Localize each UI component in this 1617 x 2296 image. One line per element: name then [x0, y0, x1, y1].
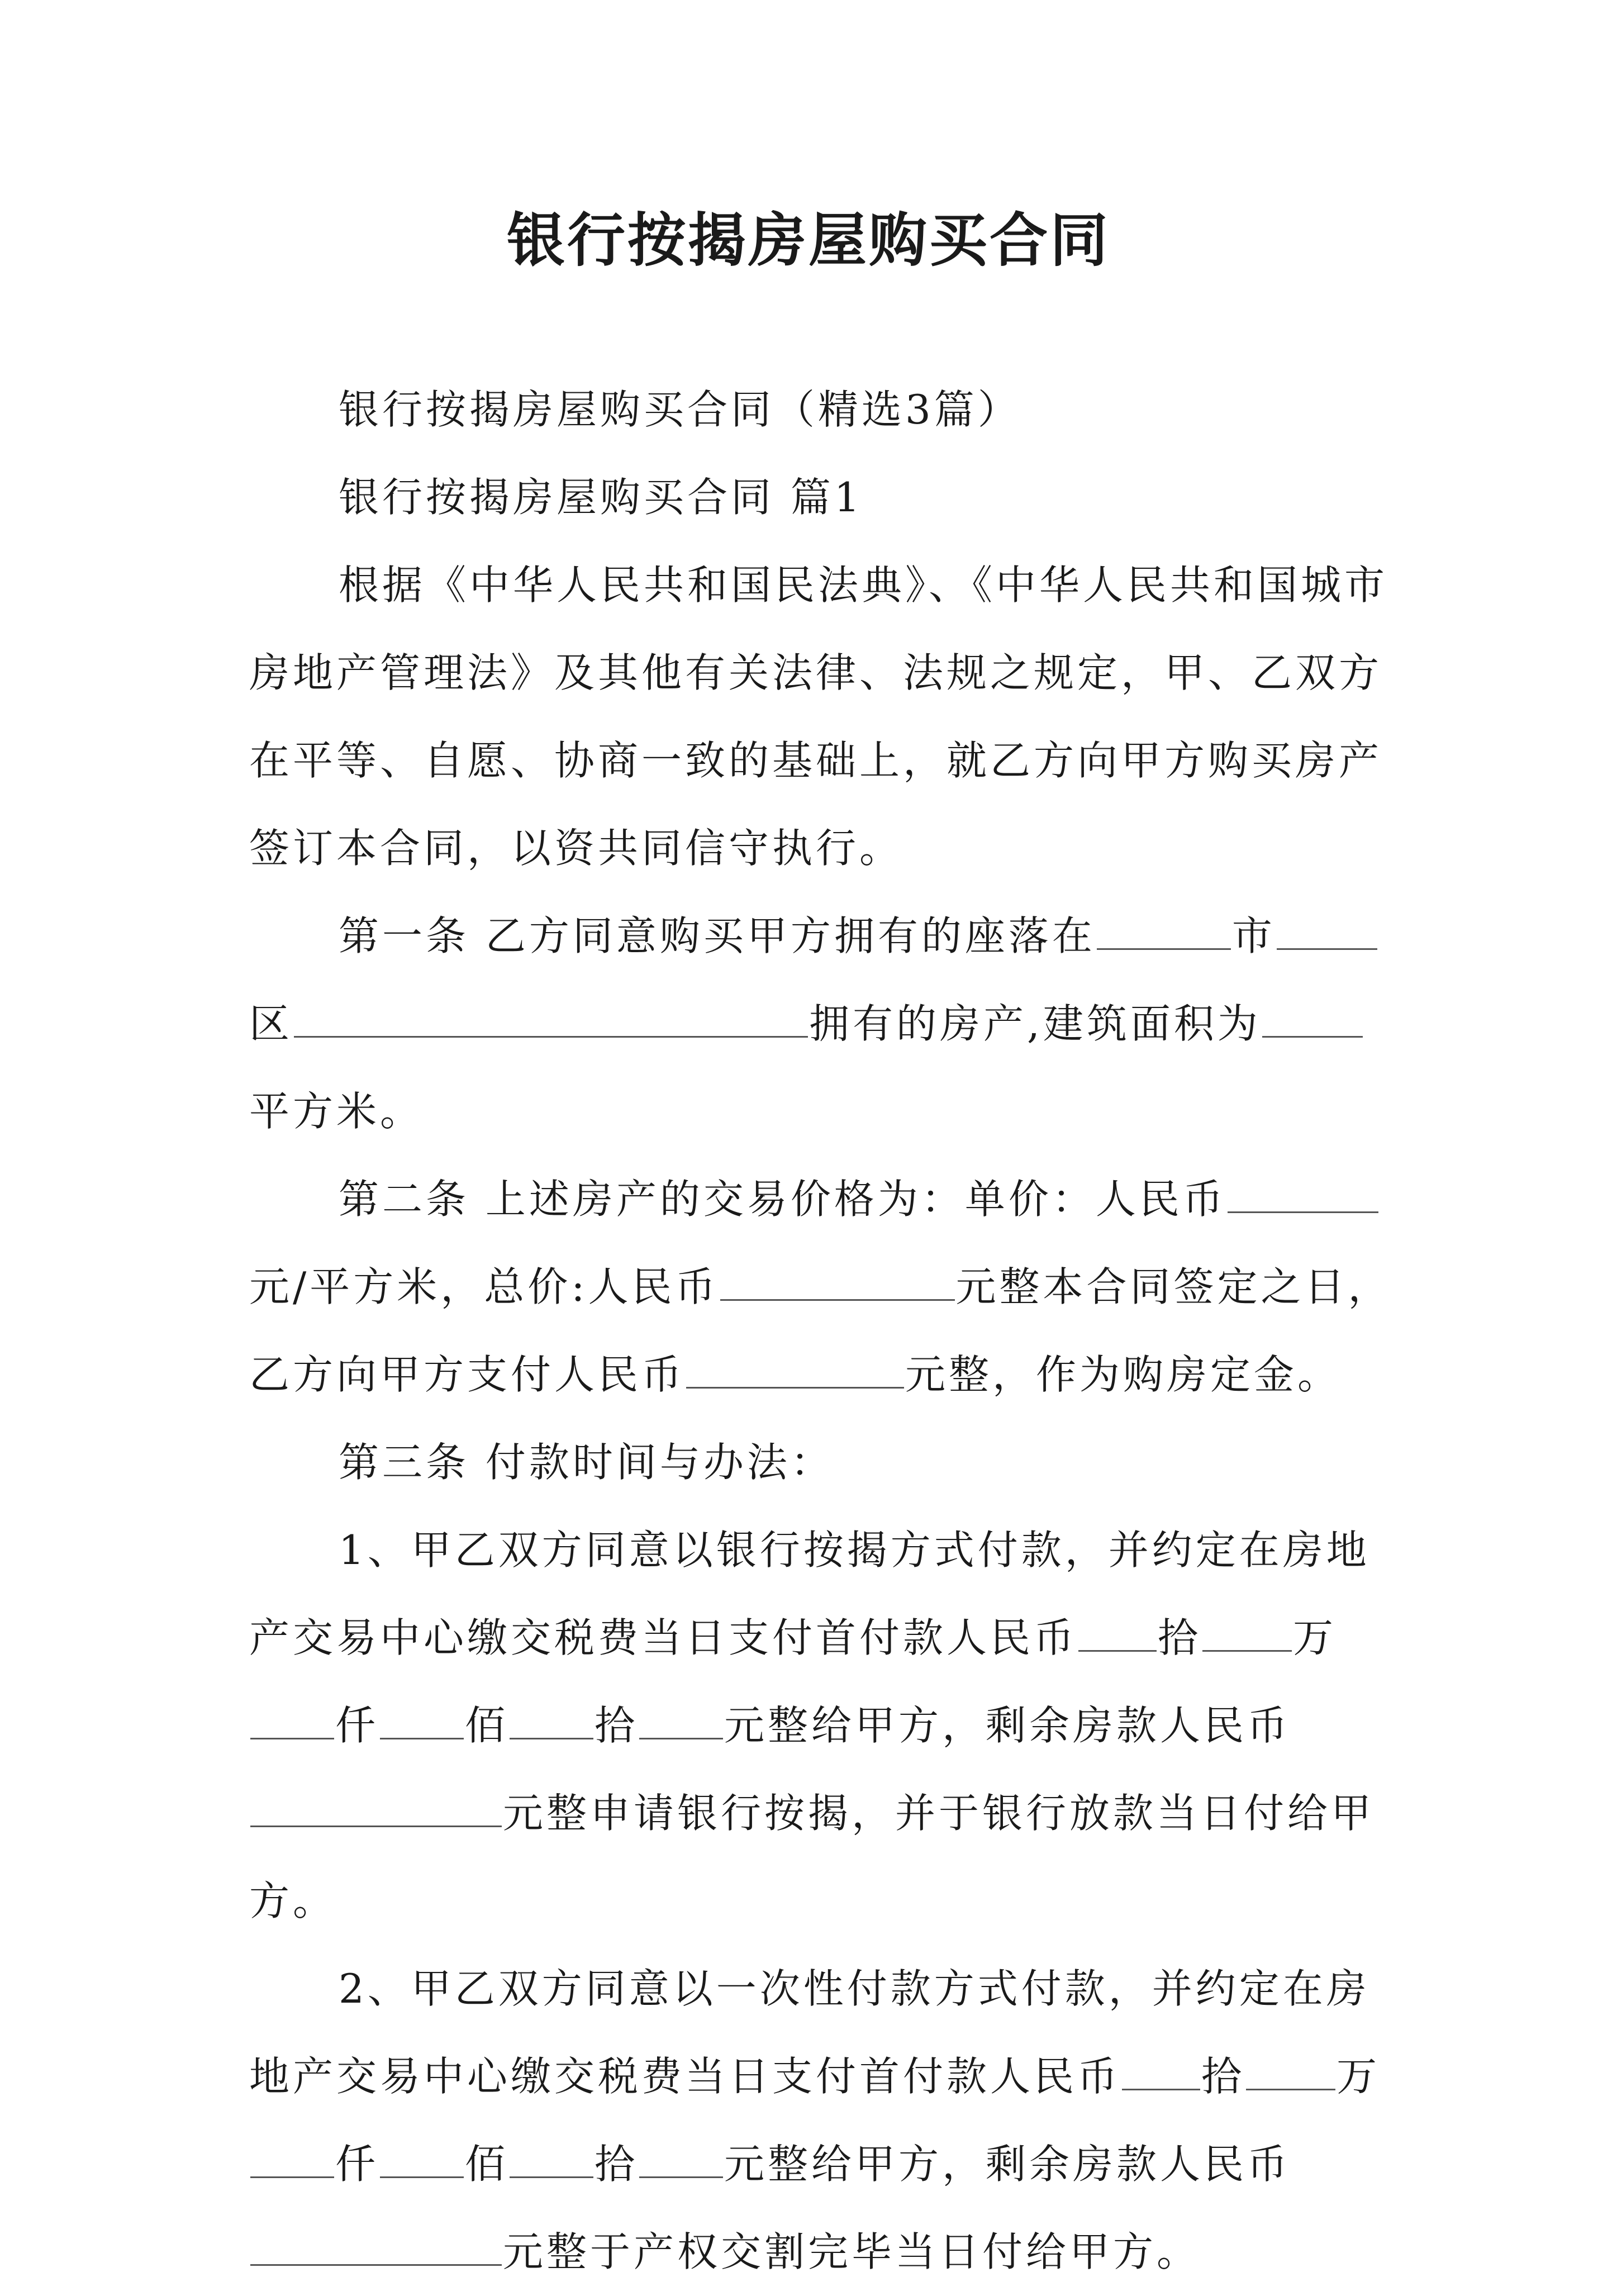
item-2-line: 2、甲乙双方同意以一次性付款方式付款，并约定在房 — [339, 1965, 1370, 2012]
item-1-line: 方。 — [249, 1877, 337, 1924]
article-1-line — [249, 980, 1364, 1068]
district-blank[interactable] — [1277, 948, 1377, 950]
article-2-sign-text: 元整本合同签定之日， — [955, 1263, 1392, 1310]
item-2-text: 地产交易中心缴交税费当日支付首付款人民币 — [249, 2053, 1121, 2100]
article-2-total-text: 元/平方米，总价:人民币 — [249, 1263, 719, 1310]
unit-label: 万 — [1337, 2053, 1381, 2100]
preamble-line: 在平等、自愿、协商一致的基础上，就乙方向甲方购买房产 — [249, 737, 1383, 784]
amount-blank[interactable] — [380, 1737, 464, 1739]
unit-label: 佰 — [465, 1702, 509, 1749]
remaining-amount-blank[interactable] — [250, 2264, 502, 2266]
deposit-blank[interactable] — [686, 1386, 904, 1389]
unit-label: 佰 — [465, 2141, 509, 2188]
article-3-heading: 第三条 付款时间与办法： — [339, 1439, 834, 1486]
amount-blank[interactable] — [380, 2176, 464, 2178]
remaining-amount-blank[interactable] — [250, 1825, 502, 1827]
preamble-line: 房地产管理法》及其他有关法律、法规之规定，甲、乙双方 — [249, 649, 1383, 696]
item-1-line — [249, 1682, 1291, 1770]
article-2-line — [249, 1243, 1392, 1331]
article-2-line — [249, 1331, 1341, 1419]
city-blank[interactable] — [1097, 948, 1231, 950]
amount-blank[interactable] — [1078, 1649, 1157, 1652]
unit-label: 拾 — [595, 1702, 639, 1749]
article-2-text: 第二条 上述房产的交易价格为：单价：人民币 — [339, 1176, 1226, 1223]
amount-blank[interactable] — [639, 1737, 723, 1739]
amount-blank[interactable] — [1246, 2088, 1335, 2090]
item-2-line — [249, 2033, 1380, 2121]
address-blank[interactable] — [294, 1035, 808, 1038]
amount-blank[interactable] — [250, 2176, 334, 2178]
unit-label: 仟 — [335, 1702, 379, 1749]
preamble-line: 签订本合同，以资共同信守执行。 — [249, 825, 903, 872]
amount-blank[interactable] — [510, 2176, 593, 2178]
area-blank[interactable] — [1262, 1035, 1363, 1038]
item-1-line: 1、甲乙双方同意以银行按揭方式付款，并约定在房地 — [339, 1527, 1370, 1574]
article-2-deposit-text: 乙方向甲方支付人民币 — [249, 1351, 686, 1398]
item-2-line — [249, 2208, 1200, 2296]
item-2-text: 元整于产权交割完毕当日付给甲方。 — [503, 2228, 1201, 2275]
unit-price-blank[interactable] — [1228, 1211, 1378, 1213]
article-1-unit: 平方米。 — [249, 1088, 424, 1135]
unit-label: 拾 — [1158, 1614, 1202, 1661]
article-1-text: 第一条 乙方同意购买甲方拥有的座落在 — [339, 912, 1096, 959]
item-2-text: 元整给甲方，剩余房款人民币 — [724, 2141, 1291, 2188]
article-1-district-label: 区 — [249, 1000, 293, 1047]
unit-label: 万 — [1293, 1614, 1337, 1661]
article-2-deposit-end: 元整，作为购房定金。 — [905, 1351, 1342, 1398]
amount-blank[interactable] — [510, 1737, 593, 1739]
item-1-text: 产交易中心缴交税费当日支付首付款人民币 — [249, 1614, 1078, 1661]
item-1-text: 元整申请银行按揭，并于银行放款当日付给甲 — [503, 1790, 1375, 1837]
document-title: 银行按揭房屋购买合同 — [506, 206, 1110, 274]
unit-label: 拾 — [595, 2141, 639, 2188]
total-price-blank[interactable] — [720, 1299, 955, 1301]
unit-label: 仟 — [335, 2141, 379, 2188]
document-subtitle: 银行按揭房屋购买合同（精选3篇） — [339, 386, 1021, 433]
unit-label: 拾 — [1201, 2053, 1245, 2100]
amount-blank[interactable] — [1202, 1649, 1292, 1652]
item-2-line — [249, 2121, 1291, 2208]
preamble-line: 根据《中华人民共和国民法典》、《中华人民共和国城市 — [339, 562, 1388, 609]
item-1-text: 元整给甲方，剩余房款人民币 — [724, 1702, 1291, 1749]
article-1-line — [339, 892, 1378, 980]
amount-blank[interactable] — [639, 2176, 723, 2178]
section-heading: 银行按揭房屋购买合同 篇1 — [339, 474, 863, 521]
amount-blank[interactable] — [1122, 2088, 1200, 2090]
amount-blank[interactable] — [250, 1737, 334, 1739]
article-1-city-label: 市 — [1231, 912, 1276, 959]
item-1-line — [249, 1770, 1375, 1857]
article-2-line — [339, 1156, 1380, 1243]
article-1-area-text: 拥有的房产,建筑面积为 — [809, 1000, 1261, 1047]
item-1-line — [249, 1594, 1337, 1682]
